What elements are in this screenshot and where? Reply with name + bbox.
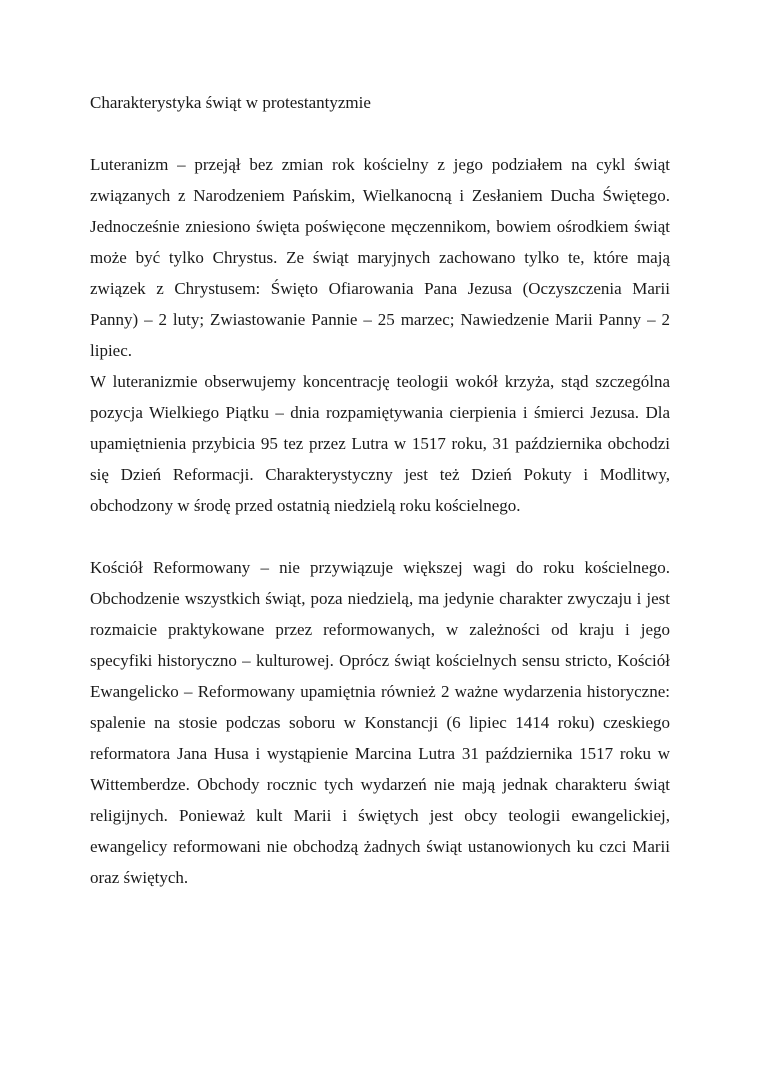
paragraph-lutheranism: Luteranizm – przejął bez zmian rok kościelny z jego podziałem na cykl świąt związanych z Narodzeniem Pańskim, Wielkanocną i Zesłaniem Ducha Świętego. Jednocześnie zniesiono święta poświęcone męczennikom, bowiem ośrodkiem świąt może być tylko Chrystus. Ze świąt maryjnych zachowano tylko te, które mają związek z Chrystusem: Święto Ofiarowania Pana Jezusa (Oczyszczenia Marii Panny) – 2 luty; Zwiastowanie Pannie – 25 marzec; Nawiedzenie Marii Panny – 2 lipiec. (90, 155, 670, 360)
paragraph-lutheran-cross: W luteranizmie obserwujemy koncentrację teologii wokół krzyża, stąd szczególna pozycja Wielkiego Piątku – dnia rozpamiętywania cierpienia i śmierci Jezusa. Dla upamiętnienia przybicia 95 tez przez Lutra w 1517 roku, 31 października obchodzi się Dzień Reformacji. Charakterystyczny jest też Dzień Pokuty i Modlitwy, obchodzony w środę przed ostatnią niedzielą roku kościelnego. (90, 372, 670, 515)
paragraph-spacer (90, 521, 670, 552)
document-body (90, 87, 670, 893)
document-title: Charakterystyka świąt w protestantyzmie (90, 93, 371, 112)
paragraph-reformed-church: Kościół Reformowany – nie przywiązuje większej wagi do roku kościelnego. Obchodzenie wszystkich świąt, poza niedzielą, ma jedynie charakter zwyczaju i jest rozmaicie praktykowane przez reformowanych, w zależności od kraju i jego specyfiki historyczno – kulturowej. Oprócz świąt kościelnych sensu stricto, Kościół Ewangelicko – Reformowany upamiętnia również 2 ważne wydarzenia historyczne: spalenie na stosie podczas soboru w Konstancji (6 lipiec 1414 roku) czeskiego reformatora Jana Husa i wystąpienie Marcina Lutra 31 października 1517 roku w Wittemberdze. Obchody rocznic tych wydarzeń nie mają jednak charakteru świąt religijnych. Ponieważ kult Marii i świętych jest obcy teologii ewangelickiej, ewangelicy reformowani nie obchodzą żadnych świąt ustanowionych ku czci Marii oraz świętych. (90, 558, 670, 887)
